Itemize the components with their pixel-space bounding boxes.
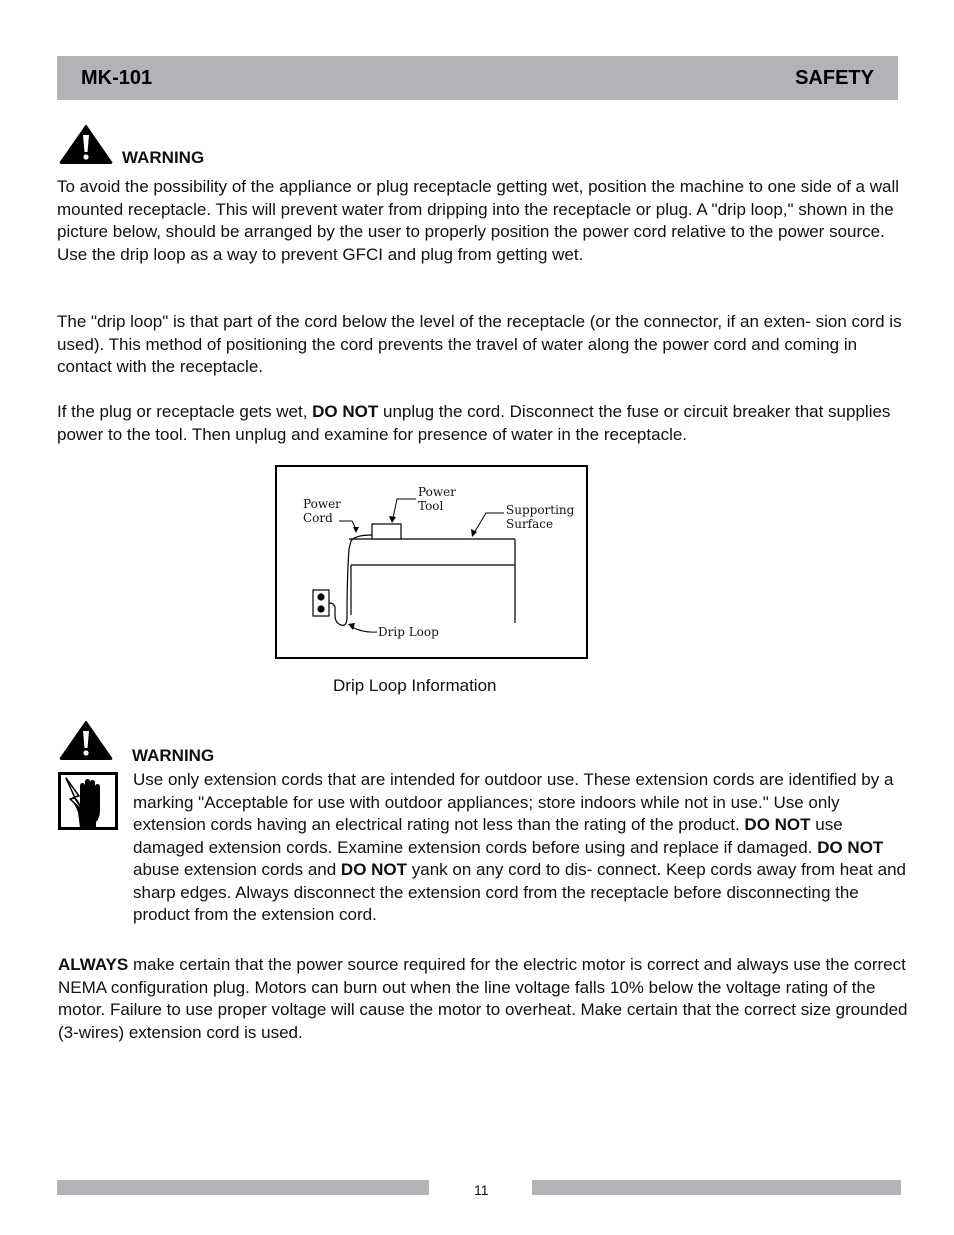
w2-text-4: yank on any cord to dis- connect. Keep cords away from heat and sharp edges. Always disconnect the extension cord from the receptacle before disconnecting the product from the extension cord. (133, 860, 906, 924)
warning1-paragraph-2: The "drip loop" is that part of the cord below the level of the receptacle (or the connector, if an exten- sion cord is used). This method of positioning the cord prevents the travel of water along the power cord and coming in contact with the receptacle. (57, 312, 902, 376)
w2-bold-3: DO NOT (340, 860, 408, 879)
electric-shock-hand-icon (58, 772, 118, 830)
footer-bar-right (532, 1180, 901, 1195)
model-name: MK-101 (81, 66, 153, 89)
w2-text-2: use damaged extension cords. Examine extension cords before using and replace if damaged. (133, 815, 843, 857)
figure-caption: Drip Loop Information (333, 676, 497, 695)
w2-text-3: abuse extension cords and (133, 860, 341, 879)
page-header (57, 56, 898, 100)
p3-bold: DO NOT (312, 402, 379, 421)
label-supporting-surface: Supporting Surface (506, 503, 575, 531)
drip-loop-diagram (275, 465, 588, 659)
warning-label-1: WARNING (122, 148, 205, 167)
warning1-paragraph-1: To avoid the possibility of the appliance or plug receptacle getting wet, position the machine to one side of a wall mounted receptacle. This will prevent water from dripping into the receptacle or plug. A "drip loop," shown in the picture below, should be arranged by the user to properly position the power cord relative to the power source. Use the drip loop as a way to prevent GFCI and plug from getting wet. (57, 177, 900, 264)
warning-triangle-icon (59, 720, 113, 760)
w2-bold-2: DO NOT (817, 837, 884, 857)
page-number: 11 (474, 1182, 489, 1198)
footer-bar-left (57, 1180, 429, 1195)
section-title: SAFETY (795, 66, 874, 89)
label-drip-loop: Drip Loop (378, 625, 439, 639)
w2-text-1: Use only extension cords that are intended for outdoor use. These extension cords are identified by a marking "Acceptable for use with outdoor appliances; store indoors while not in use." Use only extension cords having an electrical rating not less than the rating of the product. (133, 770, 894, 834)
warning2-paragraph (133, 769, 908, 927)
label-power-cord: Power Cord (303, 497, 341, 525)
p3-text-a: If the plug or receptacle gets wet, (57, 402, 313, 421)
p3-text-b: unplug the cord. Disconnect the fuse or circuit breaker that supplies power to the tool. Then unplug and examine for presence of water in the receptacle. (57, 402, 891, 444)
always-paragraph (58, 954, 908, 1044)
power-tool-shape (372, 524, 401, 539)
label-power-tool: Power Tool (418, 485, 456, 513)
w2-bold-1: DO NOT (744, 815, 811, 834)
warning1-paragraph-3 (57, 401, 907, 446)
warning-label-2: WARNING (132, 746, 215, 765)
always-text: make certain that the power source required for the electric motor is correct and always use the correct NEMA configuration plug. Motors can burn out when the line voltage falls 10% below the voltage rating of the motor. Failure to use proper voltage will cause the motor to overheat. Make certain that the correct size grounded (3-wires) extension cord is used. (58, 955, 908, 1042)
always-bold: ALWAYS (58, 955, 129, 974)
warning-triangle-icon (59, 124, 113, 164)
